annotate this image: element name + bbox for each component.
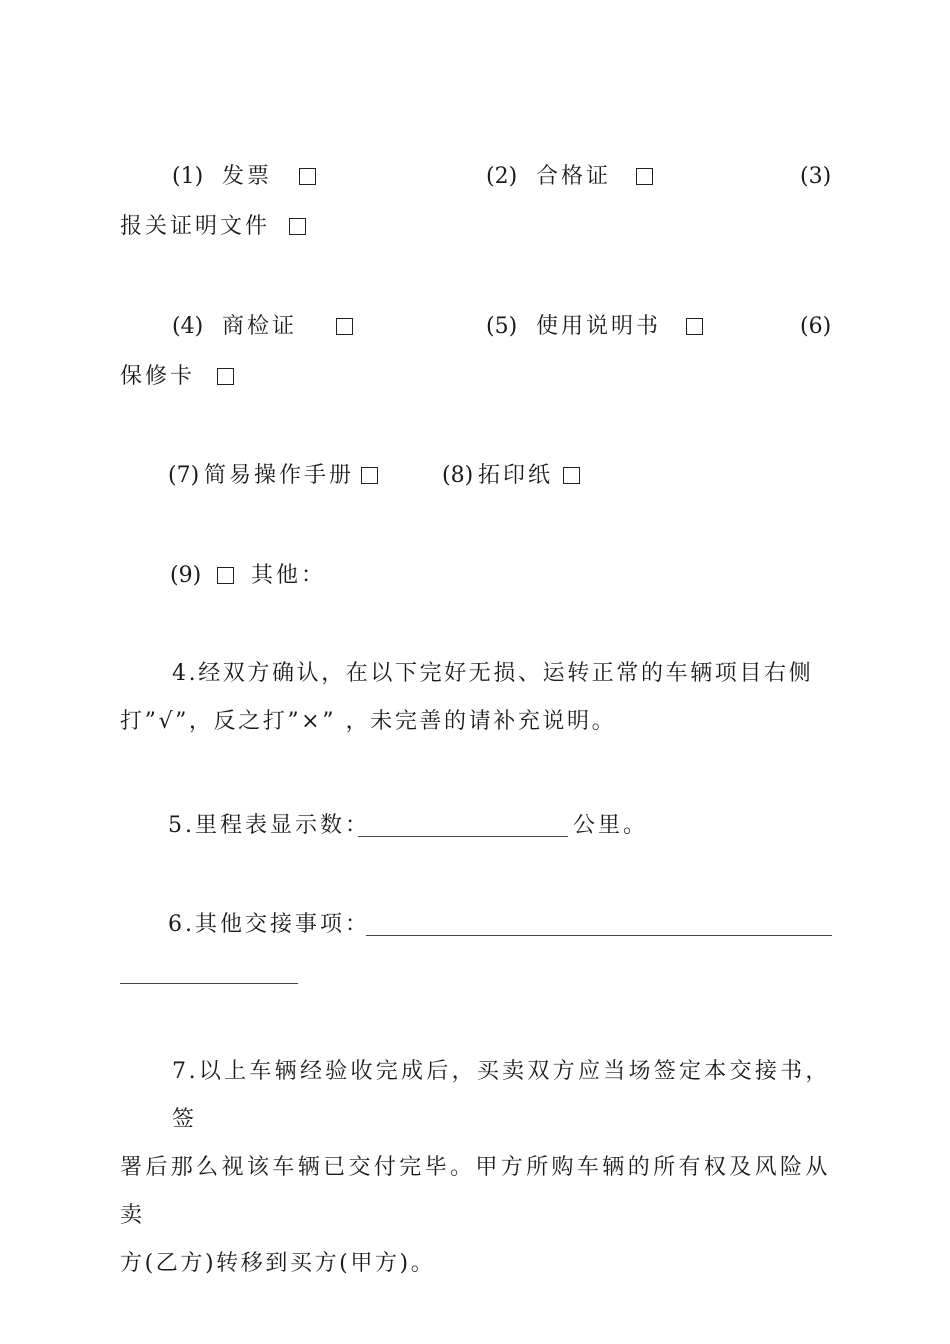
item-7-label: 简易操作手册 xyxy=(204,463,355,488)
item-5-number: (5) xyxy=(486,314,518,339)
item-7-number: (7) xyxy=(168,463,200,488)
item-4-number: (4) xyxy=(172,314,204,339)
item-9-number: (9) xyxy=(170,563,202,588)
odometer-blank[interactable] xyxy=(358,836,568,837)
other-matters-blank-1[interactable] xyxy=(366,935,832,936)
section-7-line-2: 署后那么视该车辆已交付完毕。甲方所购车辆的所有权及风险从卖 xyxy=(120,1155,830,1228)
item-8-checkbox[interactable] xyxy=(563,467,580,484)
item-6-checkbox[interactable] xyxy=(217,368,234,385)
section-4-line-2: 打”√”，反之打”×” ，未完善的请补充说明。 xyxy=(120,709,617,734)
item-9-checkbox[interactable] xyxy=(217,567,234,584)
section-5-unit: 公里。 xyxy=(573,813,649,838)
item-8-label: 拓印纸 xyxy=(478,463,554,488)
item-1-label: 发票 xyxy=(222,164,273,189)
item-1-checkbox[interactable] xyxy=(299,168,316,185)
other-matters-blank-2[interactable] xyxy=(120,983,298,984)
item-3-label: 报关证明文件 xyxy=(120,214,271,239)
section-6-label: 6.其他交接事项： xyxy=(168,912,370,937)
item-1-number: (1) xyxy=(172,164,204,189)
item-4-label: 商检证 xyxy=(222,314,298,339)
section-7-line-1: 7.以上车辆经验收完成后，买卖双方应当场签定本交接书，签 xyxy=(172,1059,830,1132)
section-5-label: 5.里程表显示数： xyxy=(168,813,370,838)
section-4-line-1: 4.经双方确认，在以下完好无损、运转正常的车辆项目右侧 xyxy=(172,661,814,686)
item-5-label: 使用说明书 xyxy=(536,314,662,339)
item-2-label: 合格证 xyxy=(536,164,612,189)
item-3-checkbox[interactable] xyxy=(289,218,306,235)
section-4-paragraph xyxy=(120,650,830,746)
item-2-number: (2) xyxy=(486,164,518,189)
section-7-line-3: 方(乙方)转移到买方(甲方)。 xyxy=(120,1251,436,1276)
item-7-checkbox[interactable] xyxy=(361,467,378,484)
item-4-checkbox[interactable] xyxy=(336,318,353,335)
item-2-checkbox[interactable] xyxy=(636,168,653,185)
item-6-number: (6) xyxy=(800,314,832,339)
item-9-label: 其他： xyxy=(251,563,327,588)
section-7-paragraph xyxy=(120,1048,830,1288)
item-5-checkbox[interactable] xyxy=(686,318,703,335)
item-8-number: (8) xyxy=(442,463,474,488)
item-3-number: (3) xyxy=(800,164,832,189)
item-6-label: 保修卡 xyxy=(120,364,196,389)
